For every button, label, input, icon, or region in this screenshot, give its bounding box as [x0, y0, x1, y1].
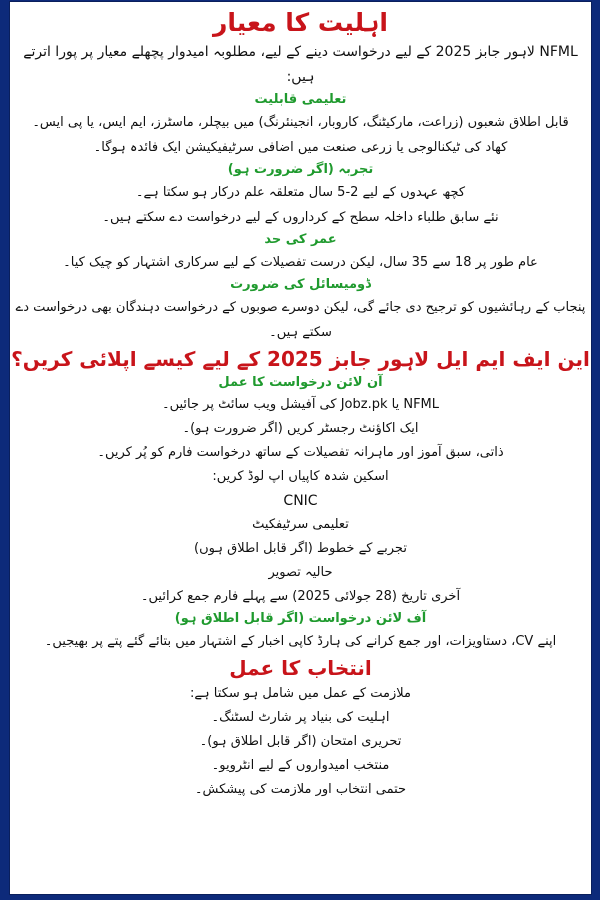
selection-step-3: منتخب امیدواروں کے لیے انٹرویو۔	[211, 758, 390, 773]
selection-title: انتخاب کا عمل	[229, 656, 372, 680]
apply-title: این ایف ایم ایل لاہور جابز 2025 کے لیے کیسے اپلائی کریں؟	[11, 347, 590, 371]
education-line-1: قابل اطلاق شعبوں (زراعت، مارکیٹنگ، کاروبار، انجینئرنگ) میں بیچلر، ماسٹرز، ایم ایس، یا پی ایس۔	[32, 115, 569, 130]
experience-line-2: نئے سابق طلباء داخلہ سطح کے کرداروں کے لیے درخواست دے سکتے ہیں۔	[102, 210, 499, 225]
selection-step-4: حتمی انتخاب اور ملازمت کی پیشکش۔	[194, 782, 407, 797]
age-line-1: عام طور پر 18 سے 35 سال، لیکن درست تفصیلات کے لیے سرکاری اشتہار کو چیک کیا۔	[63, 255, 538, 270]
upload-item-photo: حالیہ تصویر	[268, 565, 333, 580]
online-step-2: ایک اکاؤنٹ رجسٹر کریں (اگر ضرورت ہو)۔	[182, 421, 419, 436]
online-heading: آن لائن درخواست کا عمل	[218, 375, 383, 390]
online-step-1: NFML یا Jobz.pk کی آفیشل ویب سائٹ پر جائیں۔	[161, 397, 440, 412]
selection-step-1: اہلیت کی بنیاد پر شارٹ لسٹنگ۔	[211, 710, 390, 725]
page-title: اہلیت کا معیار	[213, 8, 388, 37]
selection-step-2: تحریری امتحان (اگر قابل اطلاق ہو)۔	[199, 734, 402, 749]
online-step-4: اسکین شدہ کاپیاں اپ لوڈ کریں:	[212, 469, 389, 484]
selection-intro: ملازمت کے عمل میں شامل ہو سکتا ہے:	[190, 686, 411, 701]
education-line-2: کھاد کی ٹیکنالوجی یا زرعی صنعت میں اضافی سرٹیفیکیشن ایک فائدہ ہوگا۔	[93, 140, 508, 155]
experience-line-1: کچھ عہدوں کے لیے 2-5 سال متعلقہ علم درکار ہو سکتا ہے۔	[135, 185, 466, 200]
document-frame	[10, 2, 591, 894]
experience-heading: تجربہ (اگر ضرورت ہو)	[227, 162, 374, 177]
online-step-deadline: آخری تاریخ (28 جولائی 2025) سے پہلے فارم جمع کرائیں۔	[140, 589, 461, 604]
domicile-line-1: پنجاب کے رہائشیوں کو ترجیح دی جائے گی، لیکن دوسرے صوبوں کے درخواست دہندگان بھی درخواست دے سکتے ہیں۔	[15, 300, 586, 340]
age-heading: عمر کی حد	[264, 232, 337, 247]
domicile-heading: ڈومیسائل کی ضرورت	[230, 277, 371, 292]
online-step-3: ذاتی، سبق آموز اور ماہرانہ تفصیلات کے ساتھ درخواست فارم کو پُر کریں۔	[97, 445, 504, 460]
offline-line-1: اپنے CV، دستاویزات، اور جمع کرانے کی ہارڈ کاپی اخبار کے اشتہار میں بتائے گئے پتے پر بھیجیں۔	[44, 634, 557, 649]
offline-heading: آف لائن درخواست (اگر قابل اطلاق ہو)	[174, 611, 427, 626]
upload-item-certificate: تعلیمی سرٹیفکیٹ	[252, 517, 349, 532]
intro-text: NFML لاہور جابز 2025 کے لیے درخواست دینے کے لیے، مطلوبہ امیدوار پچھلے معیار پر پورا اترتے ہیں:	[23, 44, 578, 85]
upload-item-cnic: CNIC	[283, 493, 318, 509]
document	[10, 6, 591, 802]
education-heading: تعلیمی قابلیت	[254, 92, 347, 107]
upload-item-experience: تجربے کے خطوط (اگر قابل اطلاق ہوں)	[194, 541, 407, 556]
